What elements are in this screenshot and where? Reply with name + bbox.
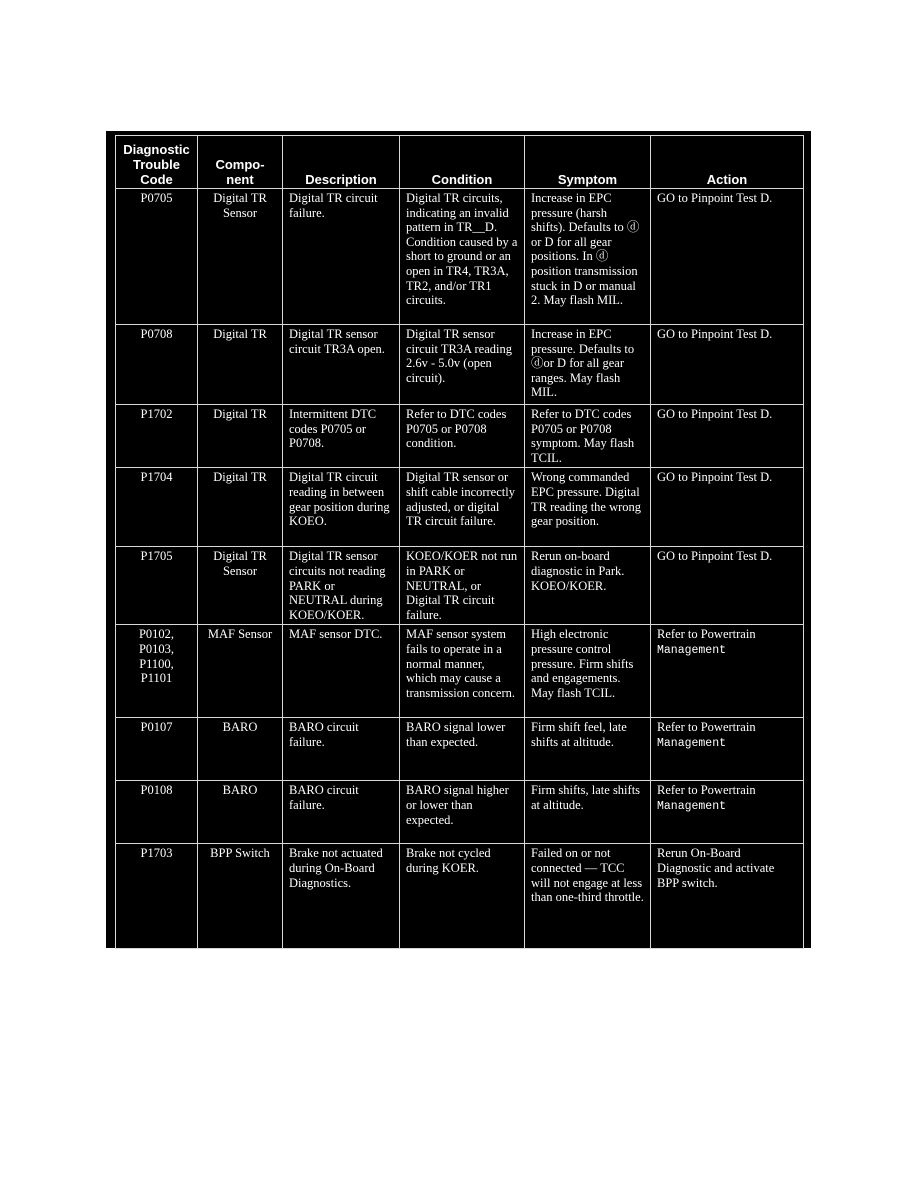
cell-action <box>651 547 804 625</box>
cell-code: P1705 <box>116 547 198 625</box>
cell-symptom: Wrong commanded EPC pressure. Digital TR reading the wrong gear position. <box>525 468 651 547</box>
header-action: Action <box>651 136 804 189</box>
action-line1: GO to Pinpoint Test D. <box>657 191 773 205</box>
table-row <box>116 189 804 325</box>
cell-symptom: Increase in EPC pressure (harsh shifts). Defaults to ⓓ or D for all gear positions. In ⓓ position transmission stuck in D or manual 2. May flash MIL. <box>525 189 651 325</box>
cell-action <box>651 844 804 949</box>
cell-component: Digital TR Sensor <box>198 189 283 325</box>
cell-symptom: High electronic pressure control pressure. Firm shifts and engagements. May flash TCIL. <box>525 625 651 718</box>
cell-component: MAF Sensor <box>198 625 283 718</box>
cell-action <box>651 468 804 547</box>
header-component: Compo- nent <box>198 136 283 189</box>
header-condition: Condition <box>400 136 525 189</box>
action-line1: GO to Pinpoint Test D. <box>657 327 773 341</box>
cell-code: P1702 <box>116 405 198 468</box>
table-row <box>116 718 804 781</box>
cell-description: Brake not actuated during On-Board Diagnostics. <box>283 844 400 949</box>
action-line2: Management <box>657 799 727 813</box>
cell-code: P1704 <box>116 468 198 547</box>
cell-component: BPP Switch <box>198 844 283 949</box>
cell-action <box>651 625 804 718</box>
cell-component: Digital TR Sensor <box>198 547 283 625</box>
table-row <box>116 781 804 844</box>
header-symptom: Symptom <box>525 136 651 189</box>
cell-description: BARO circuit failure. <box>283 781 400 844</box>
table-row <box>116 468 804 547</box>
cell-component: BARO <box>198 781 283 844</box>
table-row <box>116 405 804 468</box>
cell-code: P0108 <box>116 781 198 844</box>
action-line2: Management <box>657 643 727 657</box>
cell-code: P0708 <box>116 325 198 405</box>
cell-description: Intermittent DTC codes P0705 or P0708. <box>283 405 400 468</box>
header-description: Description <box>283 136 400 189</box>
header-row <box>116 136 804 189</box>
dtc-table <box>115 135 804 949</box>
cell-component: Digital TR <box>198 325 283 405</box>
cell-description: MAF sensor DTC. <box>283 625 400 718</box>
cell-action <box>651 781 804 844</box>
cell-symptom: Firm shift feel, late shifts at altitude. <box>525 718 651 781</box>
cell-symptom: Failed on or not connected — TCC will not engage at less than one-third throttle. <box>525 844 651 949</box>
action-line1: Refer to Powertrain <box>657 783 756 798</box>
cell-code: P0102, P0103, P1100, P1101 <box>116 625 198 718</box>
action-line1: GO to Pinpoint Test D. <box>657 549 773 564</box>
cell-code: P0705 <box>116 189 198 325</box>
cell-condition: Digital TR sensor circuit TR3A reading 2.6v - 5.0v (open circuit). <box>400 325 525 405</box>
cell-symptom: Increase in EPC pressure. Defaults to ⓓor D for all gear ranges. May flash MIL. <box>525 325 651 405</box>
cell-symptom: Rerun on-board diagnostic in Park. KOEO/KOER. <box>525 547 651 625</box>
cell-action <box>651 718 804 781</box>
cell-description: Digital TR circuit reading in between gear position during KOEO. <box>283 468 400 547</box>
table-row <box>116 325 804 405</box>
cell-code: P0107 <box>116 718 198 781</box>
cell-component: Digital TR <box>198 468 283 547</box>
cell-condition: KOEO/KOER not run in PARK or NEUTRAL, or Digital TR circuit failure. <box>400 547 525 625</box>
cell-condition: MAF sensor system fails to operate in a normal manner, which may cause a transmission concern. <box>400 625 525 718</box>
table-row <box>116 547 804 625</box>
cell-symptom: Firm shifts, late shifts at altitude. <box>525 781 651 844</box>
cell-condition: BARO signal higher or lower than expected. <box>400 781 525 844</box>
table-row <box>116 625 804 718</box>
cell-component: Digital TR <box>198 405 283 468</box>
cell-action <box>651 325 804 405</box>
cell-condition: Brake not cycled during KOER. <box>400 844 525 949</box>
cell-condition: Digital TR circuits, indicating an invalid pattern in TR__D. Condition caused by a short to ground or an open in TR4, TR3A, TR2, and/or TR1 circuits. <box>400 189 525 325</box>
cell-condition: BARO signal lower than expected. <box>400 718 525 781</box>
cell-description: BARO circuit failure. <box>283 718 400 781</box>
action-line1: GO to Pinpoint Test D. <box>657 407 773 421</box>
cell-component: BARO <box>198 718 283 781</box>
header-code: Diagnostic Trouble Code <box>116 136 198 189</box>
dtc-table-sheet <box>106 131 811 948</box>
cell-code: P1703 <box>116 844 198 949</box>
action-line2: Management <box>657 736 727 750</box>
cell-description: Digital TR sensor circuit TR3A open. <box>283 325 400 405</box>
action-line1: Rerun On-Board Diagnostic and activate BPP switch. <box>657 846 775 890</box>
cell-action <box>651 189 804 325</box>
cell-action <box>651 405 804 468</box>
action-line1: GO to Pinpoint Test D. <box>657 470 773 485</box>
cell-description: Digital TR sensor circuits not reading PARK or NEUTRAL during KOEO/KOER. <box>283 547 400 625</box>
table-row <box>116 844 804 949</box>
cell-symptom: Refer to DTC codes P0705 or P0708 symptom. May flash TCIL. <box>525 405 651 468</box>
cell-description: Digital TR circuit failure. <box>283 189 400 325</box>
action-line1: Refer to Powertrain <box>657 627 756 642</box>
cell-condition: Digital TR sensor or shift cable incorrectly adjusted, or digital TR circuit failure. <box>400 468 525 547</box>
cell-condition: Refer to DTC codes P0705 or P0708 condition. <box>400 405 525 468</box>
action-line1: Refer to Powertrain <box>657 720 756 735</box>
